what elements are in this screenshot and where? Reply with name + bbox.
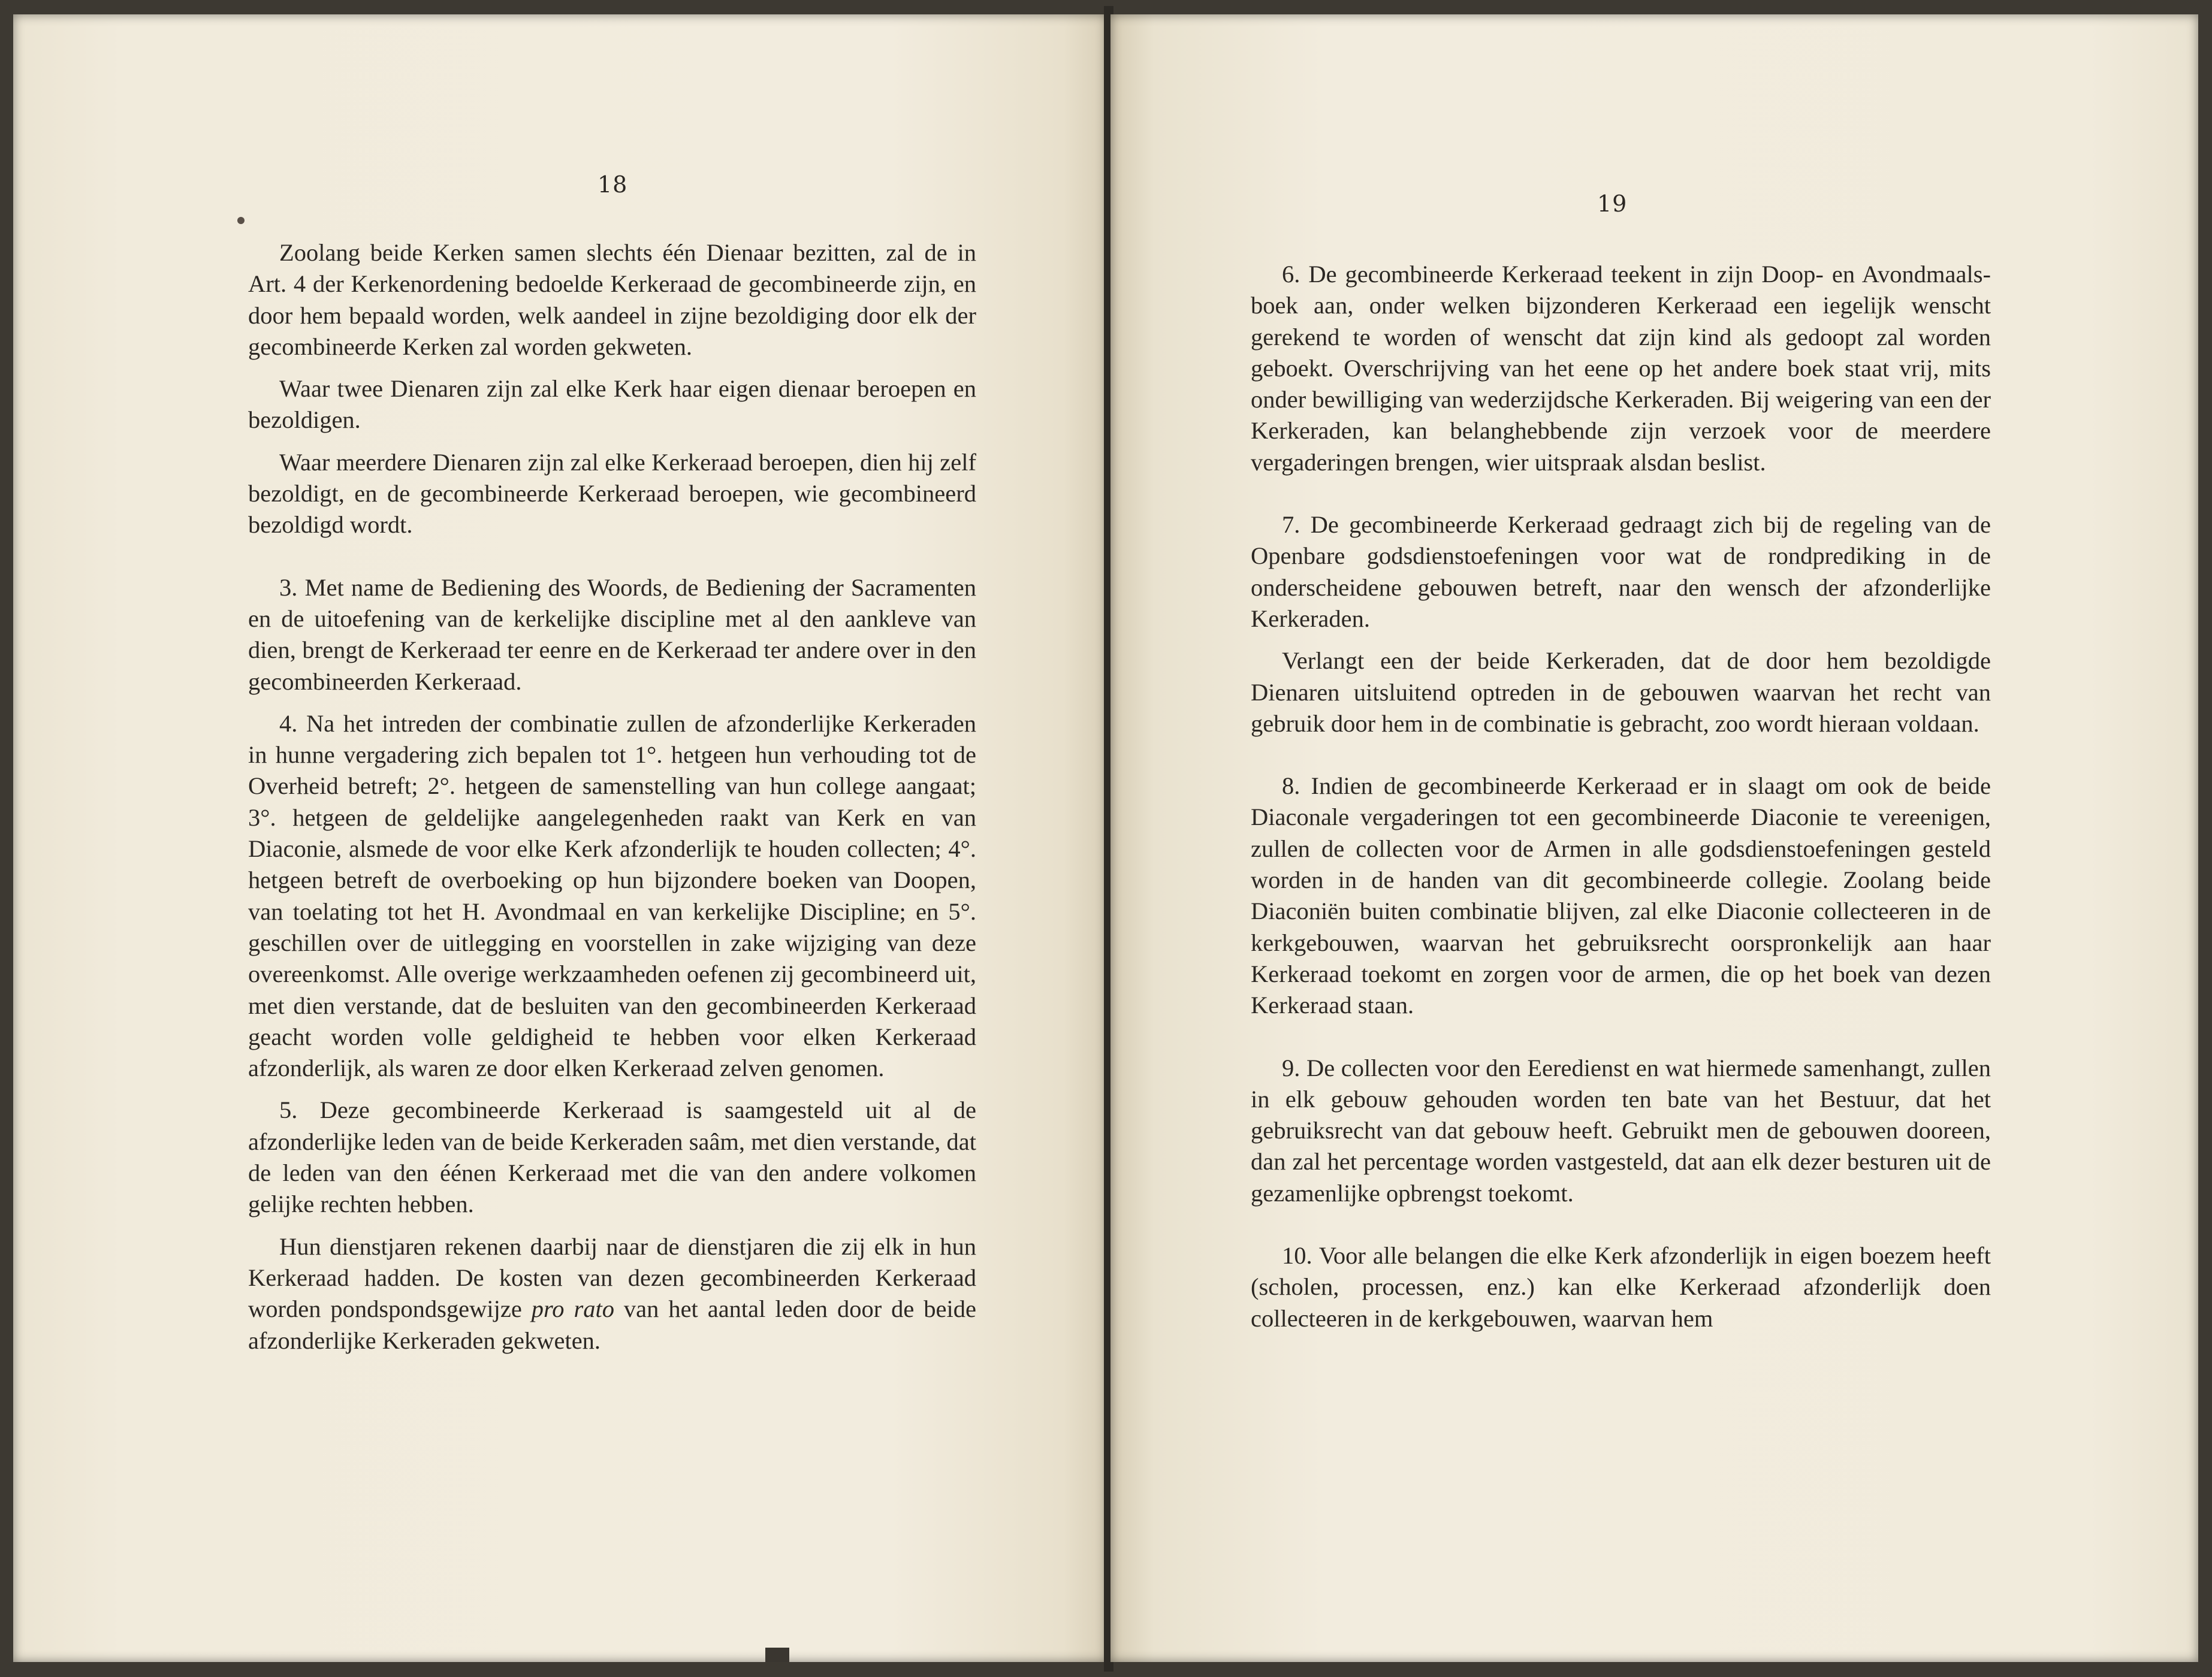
- text-run: van het aantal leden door de beide afzonderlijke Kerkeraden gekweten.: [248, 1295, 976, 1354]
- paragraph: [248, 1231, 976, 1356]
- paragraph: Verlangt een der beide Kerkeraden, dat de door hem bezoldigde Dienaren uitsluitend optreden in de gebouwen waarvan het recht van gebruik door hem in de combinatie is gebracht, zoo wordt hieraan voldaan.: [1251, 647, 1991, 737]
- italic-text: pro rato: [531, 1295, 614, 1323]
- page-number-left: 18: [597, 171, 628, 198]
- right-page-text: [1251, 259, 1991, 1334]
- page-tear: [765, 1648, 789, 1662]
- paragraph-article-6: 6. De gecombineerde Kerkeraad teekent in zijn Doop- en Avondmaals-boek aan, onder welken bijzonderen Kerkeraad een iegelijk wenscht gerekend te worden of wenscht dat zijn kind als gedoopt zal worden geboekt. Overschrijving van het eene op het andere boek staat vrij, mits onder bewilliging van wederzijdsche Kerkeraden. Bij weigering van een der Kerkeraden, kan belanghebbende zijn verzoek voor de meerdere vergaderingen brengen, wier uitspraak alsdan beslist.: [1251, 261, 1991, 476]
- left-page: [13, 14, 1107, 1662]
- paragraph: Waar twee Dienaren zijn zal elke Kerk haar eigen dienaar beroepen en bezoldigen.: [248, 375, 976, 434]
- paragraph-article-3: 3. Met name de Bediening des Woords, de Bediening der Sacramenten en de uitoefening van de kerkelijke discipline met al den aankleve van dien, brengt de Kerkeraad ter eenre en de Kerkeraad ter andere over in den gecombineerden Kerkeraad.: [248, 573, 976, 695]
- paragraph-article-7: 7. De gecombineerde Kerkeraad gedraagt zich bij de regeling van de Openbare godsdienstoefeningen voor wat de rondprediking in de onderscheidene gebouwen betreft, naar den wensch der afzonderlijke Kerkeraden.: [1251, 511, 1991, 632]
- paragraph-article-4: 4. Na het intreden der combinatie zullen de afzonderlijke Kerkeraden in hunne vergadering zich bepalen tot 1°. hetgeen hun verhouding tot de Overheid betreft; 2°. hetgeen de samenstelling van hun college aangaat; 3°. hetgeen de geldelijke aangelegenheden raakt van Kerk en van Diaconie, alsmede de voor elke Kerk afzonderlijk te houden collecten; 4°. hetgeen betreft de overboeking op hun bijzondere boeken van Doopen, van toelating tot het H. Avondmaal en van kerkelijke Discipline; en 5°. geschillen over de uitlegging en voorstellen in zake wijziging van deze overeenkomst. Alle overige werkzaamheden oefenen zij gecombineerd uit, met dien verstande, dat de besluiten van den gecombineerden Kerkeraad geacht worden volle geldigheid te hebben voor elken Kerkeraad afzonderlijk, als waren ze door elken Kerkeraad zelven genomen.: [248, 709, 976, 1082]
- paragraph-article-5: 5. Deze gecombineerde Kerkeraad is saamgesteld uit al de afzonderlijke leden van de beide Kerkeraden saâm, met dien verstande, dat de leden van den éénen Kerkeraad met die van den andere volkomen gelijke rechten hebben.: [248, 1096, 976, 1218]
- paragraph-article-9: 9. De collecten voor den Eeredienst en wat hiermede samenhangt, zullen in elk gebouw gehouden worden ten bate van het Bestuur, dat het gebruiksrecht van dat gebouw heeft. Gebruikt men de gebouwen dooreen, dan zal het percentage worden vastgesteld, dat aan elk dezer besturen uit de gezamenlijke opbrengst toekomt.: [1251, 1054, 1991, 1207]
- paragraph: Waar meerdere Dienaren zijn zal elke Kerkeraad beroepen, dien hij zelf bezoldigt, en de gecombineerde Kerkeraad beroepen, wie gecombineerd bezoldigd wordt.: [248, 448, 976, 539]
- paragraph-article-8: 8. Indien de gecombineerde Kerkeraad er in slaagt om ook de beide Diaconale vergaderingen tot een gecombineerde Diaconie te vereenigen, zullen de collecten voor de Armen in alle godsdienstoefeningen gesteld worden in de handen van dit gecombineerde collegie. Zoolang beide Diaconiën buiten combinatie blijven, zal elke Diaconie collecteeren in de kerkgebouwen, waarvan het gebruiksrecht oorspronkelijk aan haar Kerkeraad toekomt en zorgen voor de armen, die op het boek van dezen Kerkeraad staan.: [1251, 772, 1991, 1019]
- page-number-right: 19: [1597, 191, 1628, 217]
- ink-dot-mark: [237, 217, 245, 224]
- paragraph-article-10: 10. Voor alle belangen die elke Kerk afzonderlijk in eigen boezem heeft (scholen, processen, enz.) kan elke Kerkeraad afzonderlijk doen collecteeren in de kerkgebouwen, waarvan hem: [1251, 1242, 1991, 1332]
- text-run: Hun dienstjaren rekenen daarbij naar de dienstjaren die zij elk in hun Kerkeraad hadden. De kosten van dezen gecombineerden Kerkeraad worden pondspondsgewijze: [248, 1232, 976, 1323]
- paragraph: Zoolang beide Kerken samen slechts één Dienaar bezitten, zal de in Art. 4 der Kerkenordening bedoelde Kerkeraad de gecombineerde zijn, en door hem bepaald worden, welk aandeel in zijne bezoldiging door elk der gecombineerde Kerken zal worden gekweten.: [248, 239, 976, 360]
- left-page-text: [248, 237, 976, 1356]
- right-page: [1110, 14, 2198, 1662]
